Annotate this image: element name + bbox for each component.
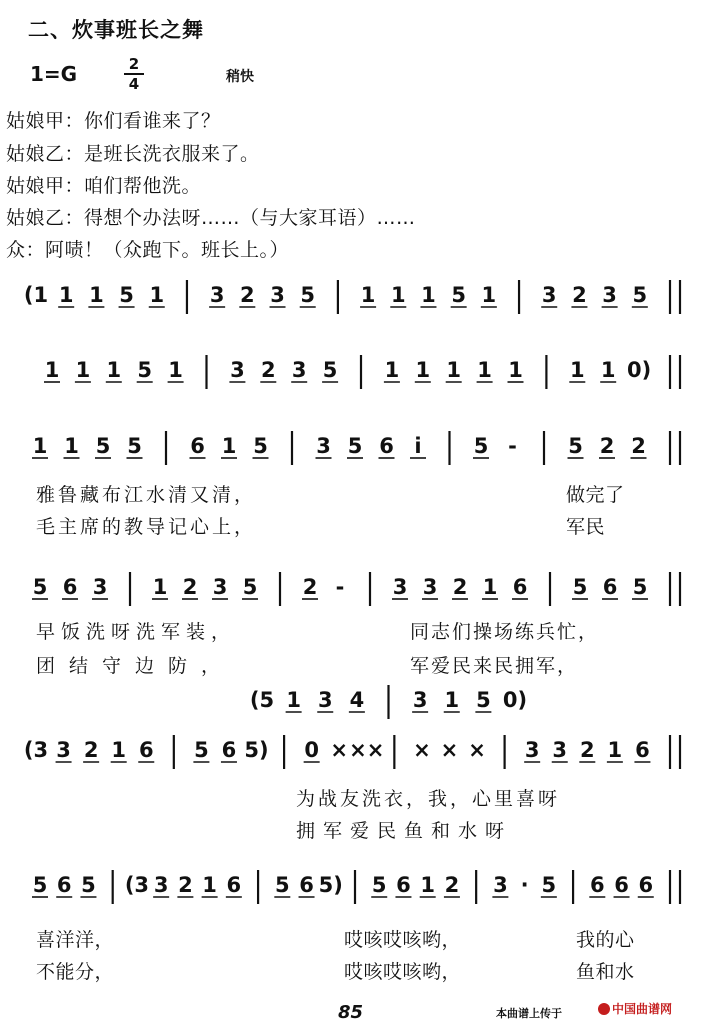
note: × [413,738,431,762]
meter-bottom: 4 [128,75,140,93]
note: 1 [477,358,492,382]
note: (3 [124,873,150,897]
lyric-line: 团结守边防， [36,655,235,677]
lyric-line: 拥军爱民鱼和水呀 [296,820,513,842]
note: 3 [392,575,408,599]
note: 1 [420,873,436,897]
note: 5 [568,434,583,458]
note: 2 [302,575,318,599]
tempo-marking: 稍快 [226,69,254,85]
note: 5 [632,575,648,599]
note: · [520,873,529,897]
dialogue-line: 众：阿啧！（众跑下。班长上。） [6,239,290,261]
note: 5 [371,873,387,897]
note: 5 [127,434,142,458]
note: 1 [44,358,60,382]
note: × [468,738,486,762]
note: 3 [153,873,169,897]
note: 5 [451,283,466,307]
note: 3 [552,738,568,762]
note: 2 [178,873,193,897]
note: 3 [92,575,108,599]
note: 2 [182,575,198,599]
note: 5 [119,283,134,307]
note: 2 [83,738,99,762]
note: 6 [635,738,650,762]
note: 1 [481,283,497,307]
note: 3 [316,434,331,458]
lyric-line: 做完了 [566,484,625,506]
note: 6 [614,873,629,897]
note: 4 [349,688,365,712]
note: 6 [221,738,237,762]
note: 3 [422,575,438,599]
lyric-line: 我的心 [576,929,635,951]
lyric-line: 同志们操场练兵忙， [410,621,600,643]
note: - [335,575,345,599]
note: (1 [23,283,49,307]
note: 6 [512,575,528,599]
note: 3 [212,575,228,599]
note: - [508,434,517,458]
note: 2 [240,283,255,307]
page-title: 二、炊事班长之舞 [28,18,204,42]
note: × [330,738,349,762]
note: 3 [270,283,285,307]
note: 5 [32,575,48,599]
note: 5 [300,283,316,307]
note: 5 [194,738,209,762]
note: 1 [111,738,127,762]
note: 5 [137,358,153,382]
note: 2 [631,434,646,458]
site-logo [598,1000,672,1017]
note: 3 [317,688,333,712]
lyric-line: 雅鲁藏布江水清又清， [36,484,257,506]
lyric-line: 毛主席的教导记心上， [36,516,257,538]
note: 1 [221,434,237,458]
note: 1 [202,873,217,897]
note: 2 [599,434,615,458]
lyric-line: 喜洋洋， [36,929,115,951]
note: 3 [209,283,225,307]
lyric-line: 鱼和水 [576,961,635,983]
note: 5) [244,738,269,762]
note: 1 [168,358,183,382]
note: 1 [58,283,74,307]
note: 1 [482,575,498,599]
note: 5 [32,873,48,897]
note: i [414,434,422,458]
note: 1 [89,283,104,307]
note: 1 [64,434,79,458]
note: × [440,738,459,762]
note: 0) [502,688,528,712]
note: 1 [32,434,48,458]
meter-top: 2 [128,55,140,73]
note: 2 [444,873,460,897]
note: 5 [81,873,96,897]
note: 6 [56,873,72,897]
note: 2 [572,283,587,307]
note: 1 [106,358,122,382]
note: 3 [541,283,557,307]
note: 5 [476,688,491,712]
dialogue-line: 姑娘甲：你们看谁来了？ [6,110,221,132]
note: 5) [318,873,343,897]
note: 1 [569,358,585,382]
dialogue-line: 姑娘乙：得想个办法呀……（与大家耳语）…… [6,207,416,229]
lyric-line: 早饭洗呀洗军装， [36,621,237,643]
note: 1 [286,688,301,712]
note: 3 [493,873,508,897]
note: 1 [607,738,623,762]
note: 5 [473,434,489,458]
note: 6 [638,873,654,897]
note: 5 [347,434,363,458]
note: 1 [149,283,165,307]
note: 2 [579,738,595,762]
lyric-line: 不能分， [36,961,115,983]
note: 1 [600,358,616,382]
note: 1 [444,688,460,712]
note: 5 [253,434,268,458]
lyric-line: 军民 [566,516,606,538]
note: 6 [299,873,314,897]
note: 1 [421,283,436,307]
note: 1 [508,358,523,382]
lyric-line: 哎咳哎咳哟， [344,929,462,951]
note: 5 [242,575,258,599]
note: 2 [452,575,468,599]
note: 2 [260,358,276,382]
note: 5 [322,358,338,382]
note: 1 [75,358,91,382]
logo-icon [598,1003,610,1015]
lyric-line: 哎咳哎咳哟， [344,961,462,983]
note: 5 [572,575,588,599]
note: 5 [274,873,290,897]
note: 6 [379,434,394,458]
site-logo-text: 中国曲谱网 [612,1002,673,1016]
note: 3 [412,688,428,712]
lyric-line: 军爱民来民拥军， [410,655,579,677]
note: 5 [541,873,557,897]
note: 6 [602,575,618,599]
note: 1 [415,358,431,382]
note: 5 [632,283,648,307]
note: 6 [396,873,411,897]
dialogue-line: 姑娘乙：是班长洗衣服来了。 [6,143,260,165]
note: 1 [152,575,168,599]
upload-note: 本曲谱上传于 [496,1007,562,1020]
note: 5 [95,434,111,458]
note: 3 [524,738,540,762]
note: 6 [138,738,154,762]
note: 6 [589,873,605,897]
note: 0) [626,358,652,382]
note: (3 [23,738,49,762]
note: 0 [304,738,319,762]
page-number: 85 [338,1002,364,1023]
note: ×× [349,738,385,762]
note: 3 [230,358,245,382]
note: 3 [56,738,71,762]
note: 1 [390,283,406,307]
note: 6 [62,575,78,599]
note: 3 [602,283,617,307]
note: 6 [226,873,242,897]
dialogue-line: 姑娘甲：咱们帮他洗。 [6,175,202,197]
lyric-line: 为战友洗衣，我，心里喜呀 [296,788,561,810]
note: 3 [291,358,307,382]
note: 1 [384,358,400,382]
key-signature: 1=G [30,62,78,86]
note: 1 [360,283,376,307]
note: 1 [446,358,462,382]
note: 6 [190,434,205,458]
note: (5 [249,688,275,712]
